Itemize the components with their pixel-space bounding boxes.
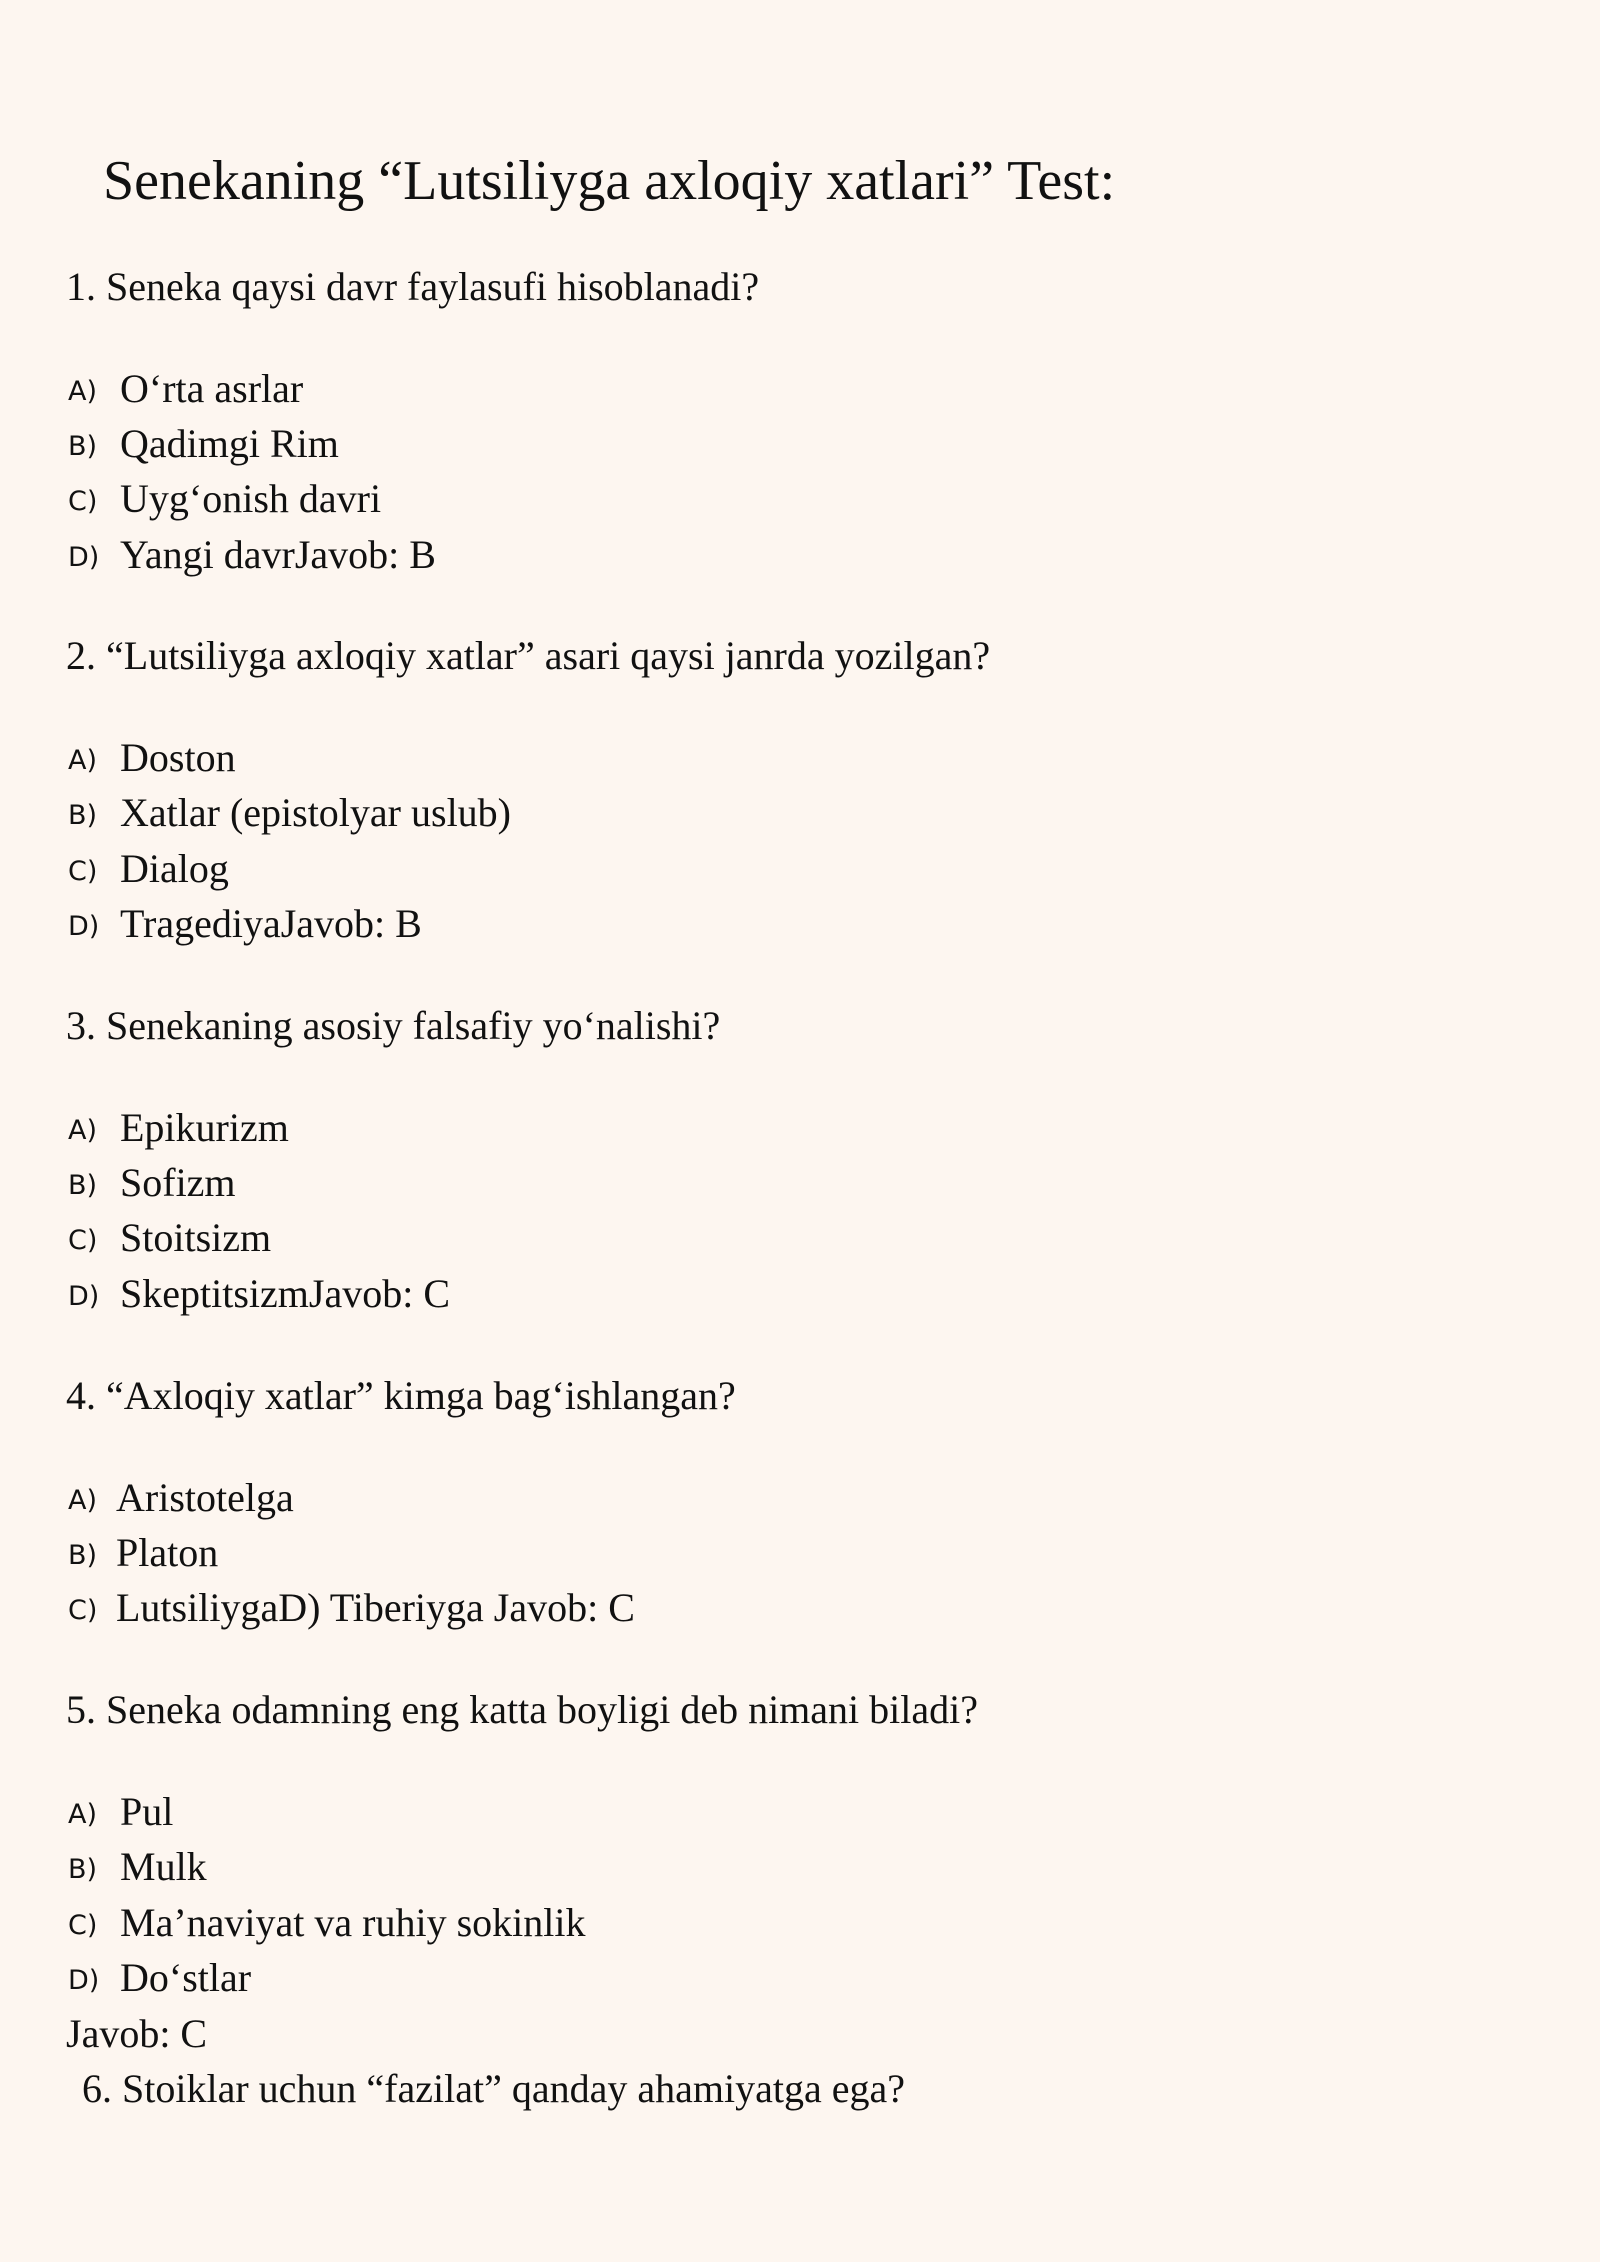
- option-letter: B): [68, 1170, 98, 1201]
- option-letter: D): [68, 1965, 100, 1996]
- option-text: Dialog: [120, 846, 229, 891]
- option-text: Do‘stlar: [120, 1955, 252, 2000]
- question-3-option-d: [68, 1270, 450, 1318]
- option-letter: B): [68, 1540, 98, 1571]
- question-3-option-c: [68, 1214, 271, 1262]
- question-5-text: 5. Seneka odamning eng katta boyligi deb nimani biladi?: [66, 1687, 979, 1732]
- question-1-option-b: [68, 420, 339, 468]
- option-letter: D): [68, 911, 100, 942]
- question-5-option-c: [68, 1899, 585, 1947]
- option-letter: C): [68, 1910, 98, 1941]
- question-4-option-a: [68, 1474, 294, 1522]
- option-letter: A): [68, 1485, 98, 1516]
- option-text: Epikurizm: [120, 1105, 289, 1150]
- question-3-option-a: [68, 1104, 289, 1152]
- option-text: Stoitsizm: [120, 1215, 272, 1260]
- question-2-text: 2. “Lutsiliyga axloqiy xatlar” asari qaysi janrda yozilgan?: [66, 633, 991, 678]
- question-5-answer: Javob: C: [66, 2011, 208, 2056]
- option-letter: D): [68, 542, 100, 573]
- option-text: Qadimgi Rim: [120, 421, 339, 466]
- question-2-option-b: [68, 789, 511, 837]
- option-text: Yangi davrJavob: B: [120, 532, 436, 577]
- option-text: TragediyaJavob: B: [120, 901, 422, 946]
- option-text: Mulk: [120, 1844, 207, 1889]
- page-title: Senekaning “Lutsiliyga axloqiy xatlari” Test:: [103, 150, 1116, 212]
- question-4-text: 4. “Axloqiy xatlar” kimga bag‘ishlangan?: [66, 1373, 736, 1418]
- option-text: Doston: [120, 735, 236, 780]
- option-text: Xatlar (epistolyar uslub): [120, 790, 511, 835]
- question-3-text: 3. Senekaning asosiy falsafiy yo‘nalishi?: [66, 1003, 721, 1048]
- option-letter: A): [68, 745, 98, 776]
- question-1-option-a: [68, 365, 303, 413]
- option-letter: C): [68, 1595, 98, 1626]
- option-text: SkeptitsizmJavob: C: [120, 1271, 450, 1316]
- option-text: Platon: [116, 1530, 219, 1575]
- question-5-option-d: [68, 1954, 251, 2002]
- question-4-option-c: [68, 1584, 635, 1632]
- question-2-option-d: [68, 900, 422, 948]
- option-letter: C): [68, 486, 98, 517]
- question-1-option-d: [68, 531, 436, 579]
- option-text: Aristotelga: [116, 1475, 294, 1520]
- option-text: Ma’naviyat va ruhiy sokinlik: [120, 1900, 586, 1945]
- option-letter: B): [68, 800, 98, 831]
- option-letter: C): [68, 856, 98, 887]
- option-text: LutsiliygaD) Tiberiyga Javob: C: [116, 1585, 635, 1630]
- option-letter: A): [68, 376, 98, 407]
- question-3-option-b: [68, 1159, 236, 1207]
- option-letter: B): [68, 1854, 98, 1885]
- option-letter: A): [68, 1799, 98, 1830]
- question-2-option-c: [68, 845, 229, 893]
- question-1-text: 1. Seneka qaysi davr faylasufi hisoblanadi?: [66, 264, 760, 309]
- option-letter: B): [68, 431, 98, 462]
- question-1-option-c: [68, 475, 381, 523]
- option-letter: A): [68, 1115, 98, 1146]
- option-text: Uyg‘onish davri: [120, 476, 382, 521]
- option-text: Pul: [120, 1789, 174, 1834]
- question-5-option-b: [68, 1843, 207, 1891]
- option-letter: D): [68, 1281, 100, 1312]
- question-5-option-a: [68, 1788, 173, 1836]
- option-text: O‘rta asrlar: [120, 366, 304, 411]
- option-text: Sofizm: [120, 1160, 236, 1205]
- option-letter: C): [68, 1225, 98, 1256]
- question-4-option-b: [68, 1529, 218, 1577]
- question-6-text: 6. Stoiklar uchun “fazilat” qanday ahamiyatga ega?: [82, 2066, 905, 2111]
- question-2-option-a: [68, 734, 236, 782]
